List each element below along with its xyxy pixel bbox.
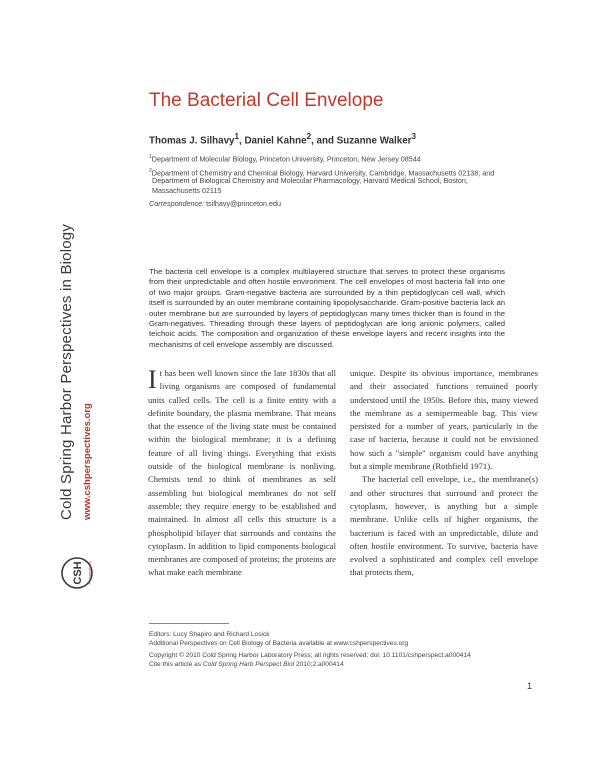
cite-suffix: 2010;2:a000414 [294, 661, 344, 668]
affiliation-sup: 1 [149, 154, 152, 160]
affiliation-text: Department of Biological Chemistry and Molecular Pharmacology, Harvard Medical School, Boston, [152, 176, 468, 185]
drop-cap: I [148, 365, 157, 394]
journal-url-link[interactable]: www.cshperspectives.org [82, 403, 93, 520]
logo-subtext: Perspectives [87, 561, 92, 585]
abstract: The bacteria cell envelope is a complex multilayered structure that serves to protect these organisms from their unpredictable and often hostile environment. The cell envelopes of most bacteria fall into one of two major groups. Gram-negative bacteria are surrounded by a thin peptidoglycan cell wall, which itself is surrounded by an outer membrane containing lipopolysaccharide. Gram-positive bacteria lack an outer membrane but are surrounded by layers of peptidoglycan many times thicker than is found in the Gram-negatives. Threading through these layers of peptidoglycan are long anionic polymers, called teichoic acids. The composition and organization of these envelope layers and recent insights into the mechanisms of cell envelope assembly are discussed. [149, 267, 505, 349]
affiliation-text: Massachusetts 02115 [152, 186, 222, 195]
affiliation [152, 176, 552, 186]
affiliation-text: Department of Chemistry and Chemical Biology, Harvard University, Cambridge, Massachusetts 02138; and [151, 168, 495, 178]
footer-editors: Editors: Lucy Shapiro and Richard Losick [149, 631, 270, 638]
body-paragraph: The bacterial cell envelope, i.e., the membrane(s) and other structures that surround and protect the cytoplasm, however, is anything but a simple membrane. Unlike cells of higher organisms, the bacterium is faced with an unpredictable, dilute and often hostile environment. To survive, bacteria have evolved a sophisticated and complex cell envelope that protects them, [350, 474, 538, 578]
footer-copyright: Copyright © 2010 Cold Spring Harbor Laboratory Press; all rights reserved; doi: 10.1101/cshperspect.a000414 [149, 652, 471, 659]
footer-citation [149, 660, 344, 669]
page-number: 1 [527, 681, 533, 691]
correspondence-label: Correspondence: [149, 199, 205, 208]
journal-sidebar [58, 223, 98, 592]
author-separator: , [239, 135, 245, 147]
author-sup: 3 [411, 132, 417, 141]
body-text: t has been well known since the late 1830s that all living organisms are composed of fundamental units called cells. The cell is a finite entity with a definite boundary, the plasma membrane. That means that the essence of the living state must be contained within the biological membrane; it is a defining feature of all living things. Everything that exists outside of the biological membrane is nonliving. Chemists tend to think of membranes as self assembling but biological membranes do not self assemble; they require energy to be established and maintained. In almost all cells this structure is a phospholipid bilayer that surrounds and contains the cytoplasm. In addition to lipid components biological membranes are composed of proteins; the proteins are what make each membrane [148, 368, 336, 578]
author-name: Thomas J. Silhavy [149, 135, 235, 147]
correspondence [149, 199, 281, 208]
author-list [149, 132, 416, 146]
body-column-1 [148, 367, 336, 580]
affiliation-text: Department of Molecular Biology, Princeton University, Princeton, New Jersey 08544 [151, 154, 421, 164]
author-name: Daniel Kahne [244, 135, 307, 147]
affiliation [149, 152, 549, 164]
footer-divider [149, 623, 229, 624]
journal-name: Cold Spring Harbor Perspectives in Biology [58, 223, 75, 520]
affiliation-sup: 2 [149, 168, 152, 174]
correspondence-email[interactable]: tsilhavy@princeton.edu [206, 199, 281, 208]
csh-logo-icon [60, 534, 94, 590]
logo-text: CSH [72, 561, 84, 585]
cite-journal: Cold Spring Harb Perspect Biol [202, 661, 295, 668]
article-title: The Bacterial Cell Envelope [149, 90, 384, 111]
author-separator: , and [311, 135, 337, 147]
author-name: Suzanne Walker [336, 135, 412, 147]
author-sup: 2 [306, 132, 312, 141]
body-paragraph: unique. Despite its obvious importance, membranes and their associated functions remained poorly understood until the 1950s. Before this, many viewed the membrane as a semipermeable bag. This view persisted for a number of years, particularly in the case of bacteria, because it could not be envisioned how such a "simple" organism could have anything but a simple membrane (Rothfield 1971). [350, 368, 538, 472]
body-column-2 [350, 367, 538, 580]
footer-additional: Additional Perspectives on Cell Biology of Bacteria available at www.cshperspectives.org [149, 640, 409, 647]
affiliation [152, 186, 552, 196]
author-sup: 1 [234, 132, 240, 141]
cite-prefix: Cite this article as [149, 661, 203, 668]
